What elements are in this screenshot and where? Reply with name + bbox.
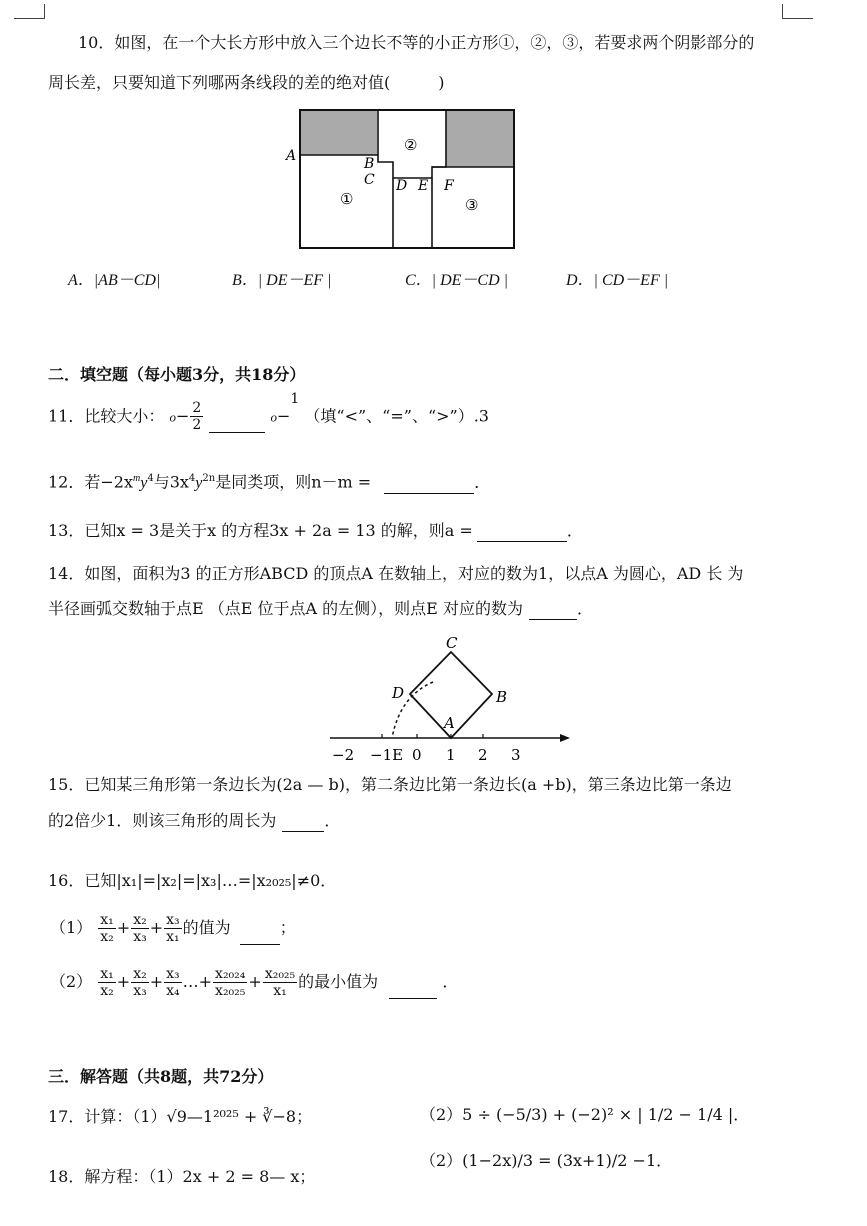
q16-part1: （1） $\frac{\text{x₁}}{\text{x₂}}$ + $\frac{\text{x₂}}{\text{x₃}}$ + $\frac{\text{x₃}}{\text{x₁}}$ 的值为 ； xyxy=(50,912,296,945)
axis-label: −2 xyxy=(332,746,355,764)
q10-stem-line2: 周长差，只要知道下列哪两条线段的差的绝对值( ) xyxy=(48,73,445,92)
corner-mark-right xyxy=(782,4,813,19)
q10-option-a[interactable]: A．|AB－CD| xyxy=(68,272,161,289)
shade-left xyxy=(301,111,377,155)
fig-label-sq1: ① xyxy=(340,190,354,208)
fig-label-sq2: ② xyxy=(404,136,418,154)
q16-stem: 16．已知|x₁|=|x₂|=|x₃|…=|x₂₀₂₅|≠0． xyxy=(48,871,337,890)
q17-part2: （2）5 ÷ (−5/3) + (−2)² × | 1/2 − 1/4 |． xyxy=(420,1105,750,1124)
q10-figure xyxy=(280,100,540,260)
q10-option-d[interactable]: D．| CD－EF | xyxy=(566,272,669,289)
q16-part2: （2） $\frac{\text{x₁}}{\text{x₂}}$ + $\frac{\text{x₂}}{\text{x₃}}$ + $\frac{\text{x₃}}{\text{x₄}}$ …+ $\frac{\text{x₂₀₂₄}}{\text{x₂₀₂₅}}$ + $\frac{\text{x₂₀₂₅}}{\text{x₁}}$ 的最小值为 ． xyxy=(50,966,459,999)
q15-line1: 15．已知某三角形第一条边长为(2a — b)，第二条边比第一条边长(a +b)，第三条边比第一条边 xyxy=(48,775,732,794)
shade-right xyxy=(446,111,513,167)
q18-part2: （2）(1−2x)/3 = (3x+1)/2 −1． xyxy=(420,1151,673,1170)
fig-label-F: F xyxy=(444,178,454,194)
fig-label-D: D xyxy=(396,178,408,194)
q15-blank[interactable] xyxy=(282,813,324,832)
q14-line1: 14．如图，面积为3 的正方形ABCD 的顶点A 在数轴上，对应的数为1，以点A 为圆心，AD 长 为 xyxy=(48,564,744,583)
axis-label: 2 xyxy=(478,746,488,764)
q10-option-c[interactable]: C．| DE－CD | xyxy=(405,272,509,289)
q10-stem-line1: 10．如图，在一个大长方形中放入三个边长不等的小正方形①，②，③，若要求两个阴影部分的 xyxy=(78,33,755,52)
q11-suffix: （填“<”、“=”、“>”）.3 xyxy=(304,406,489,426)
pt-C: C xyxy=(446,634,458,652)
corner-mark-left xyxy=(14,4,45,19)
fig-label-A: A xyxy=(286,148,297,164)
q11-blank[interactable] xyxy=(209,414,265,433)
pt-D: D xyxy=(392,684,405,702)
q11-frac: $\frac{2}{2}$ xyxy=(192,400,202,434)
q15-line2: 的2倍少1．则该三角形的周长为 ． xyxy=(48,811,341,830)
q14-figure xyxy=(320,630,580,770)
section2-title: 二．填空题（每小题3分，共18分） xyxy=(48,365,306,384)
fig-label-B: B xyxy=(364,156,375,172)
q16-blank1[interactable] xyxy=(240,926,280,945)
q13-blank[interactable] xyxy=(477,523,567,542)
q17-part1: 17．计算：（1）√9—1²⁰²⁵ + ∛−8； xyxy=(48,1107,313,1126)
q18-part1: 18．解方程：（1）2x + 2 = 8— x； xyxy=(48,1167,316,1186)
fig-label-C: C xyxy=(364,172,375,188)
q11-num2: 1 xyxy=(290,391,300,407)
q10-option-b[interactable]: B．| DE－EF | xyxy=(232,272,332,289)
section3-title: 三．解答题（共8题，共72分） xyxy=(48,1067,274,1086)
q16-blank2[interactable] xyxy=(389,980,437,999)
axis-label: 0 xyxy=(412,746,422,764)
axis-label: 3 xyxy=(511,746,521,764)
q14-line2: 半径画弧交数轴于点E （点E 位于点A 的左侧），则点E 对应的数为 ． xyxy=(48,599,593,618)
q12: 12．若$-2x^my^4$与$3x^4y^{2n}$是同类项，则n－m = ． xyxy=(48,468,490,494)
q11: 11．比较大小： o− $\frac{2}{2}$ o−$^1$ （填“<”、“=”、“>”）.3 xyxy=(48,391,489,434)
pt-A: A xyxy=(444,714,455,732)
q13: 13．已知x = 3是关于x 的方程3x + 2a = 13 的解，则a = ． xyxy=(48,521,583,540)
fig-label-sq3: ③ xyxy=(465,196,479,214)
q11-prefix: 11．比较大小： xyxy=(48,406,165,426)
fig-label-E: E xyxy=(418,178,429,194)
q12-blank[interactable] xyxy=(384,475,474,494)
q14-blank[interactable] xyxy=(529,601,577,620)
pt-B: B xyxy=(496,688,508,706)
axis-label: −1E xyxy=(370,746,404,764)
axis-label: 1 xyxy=(446,746,456,764)
